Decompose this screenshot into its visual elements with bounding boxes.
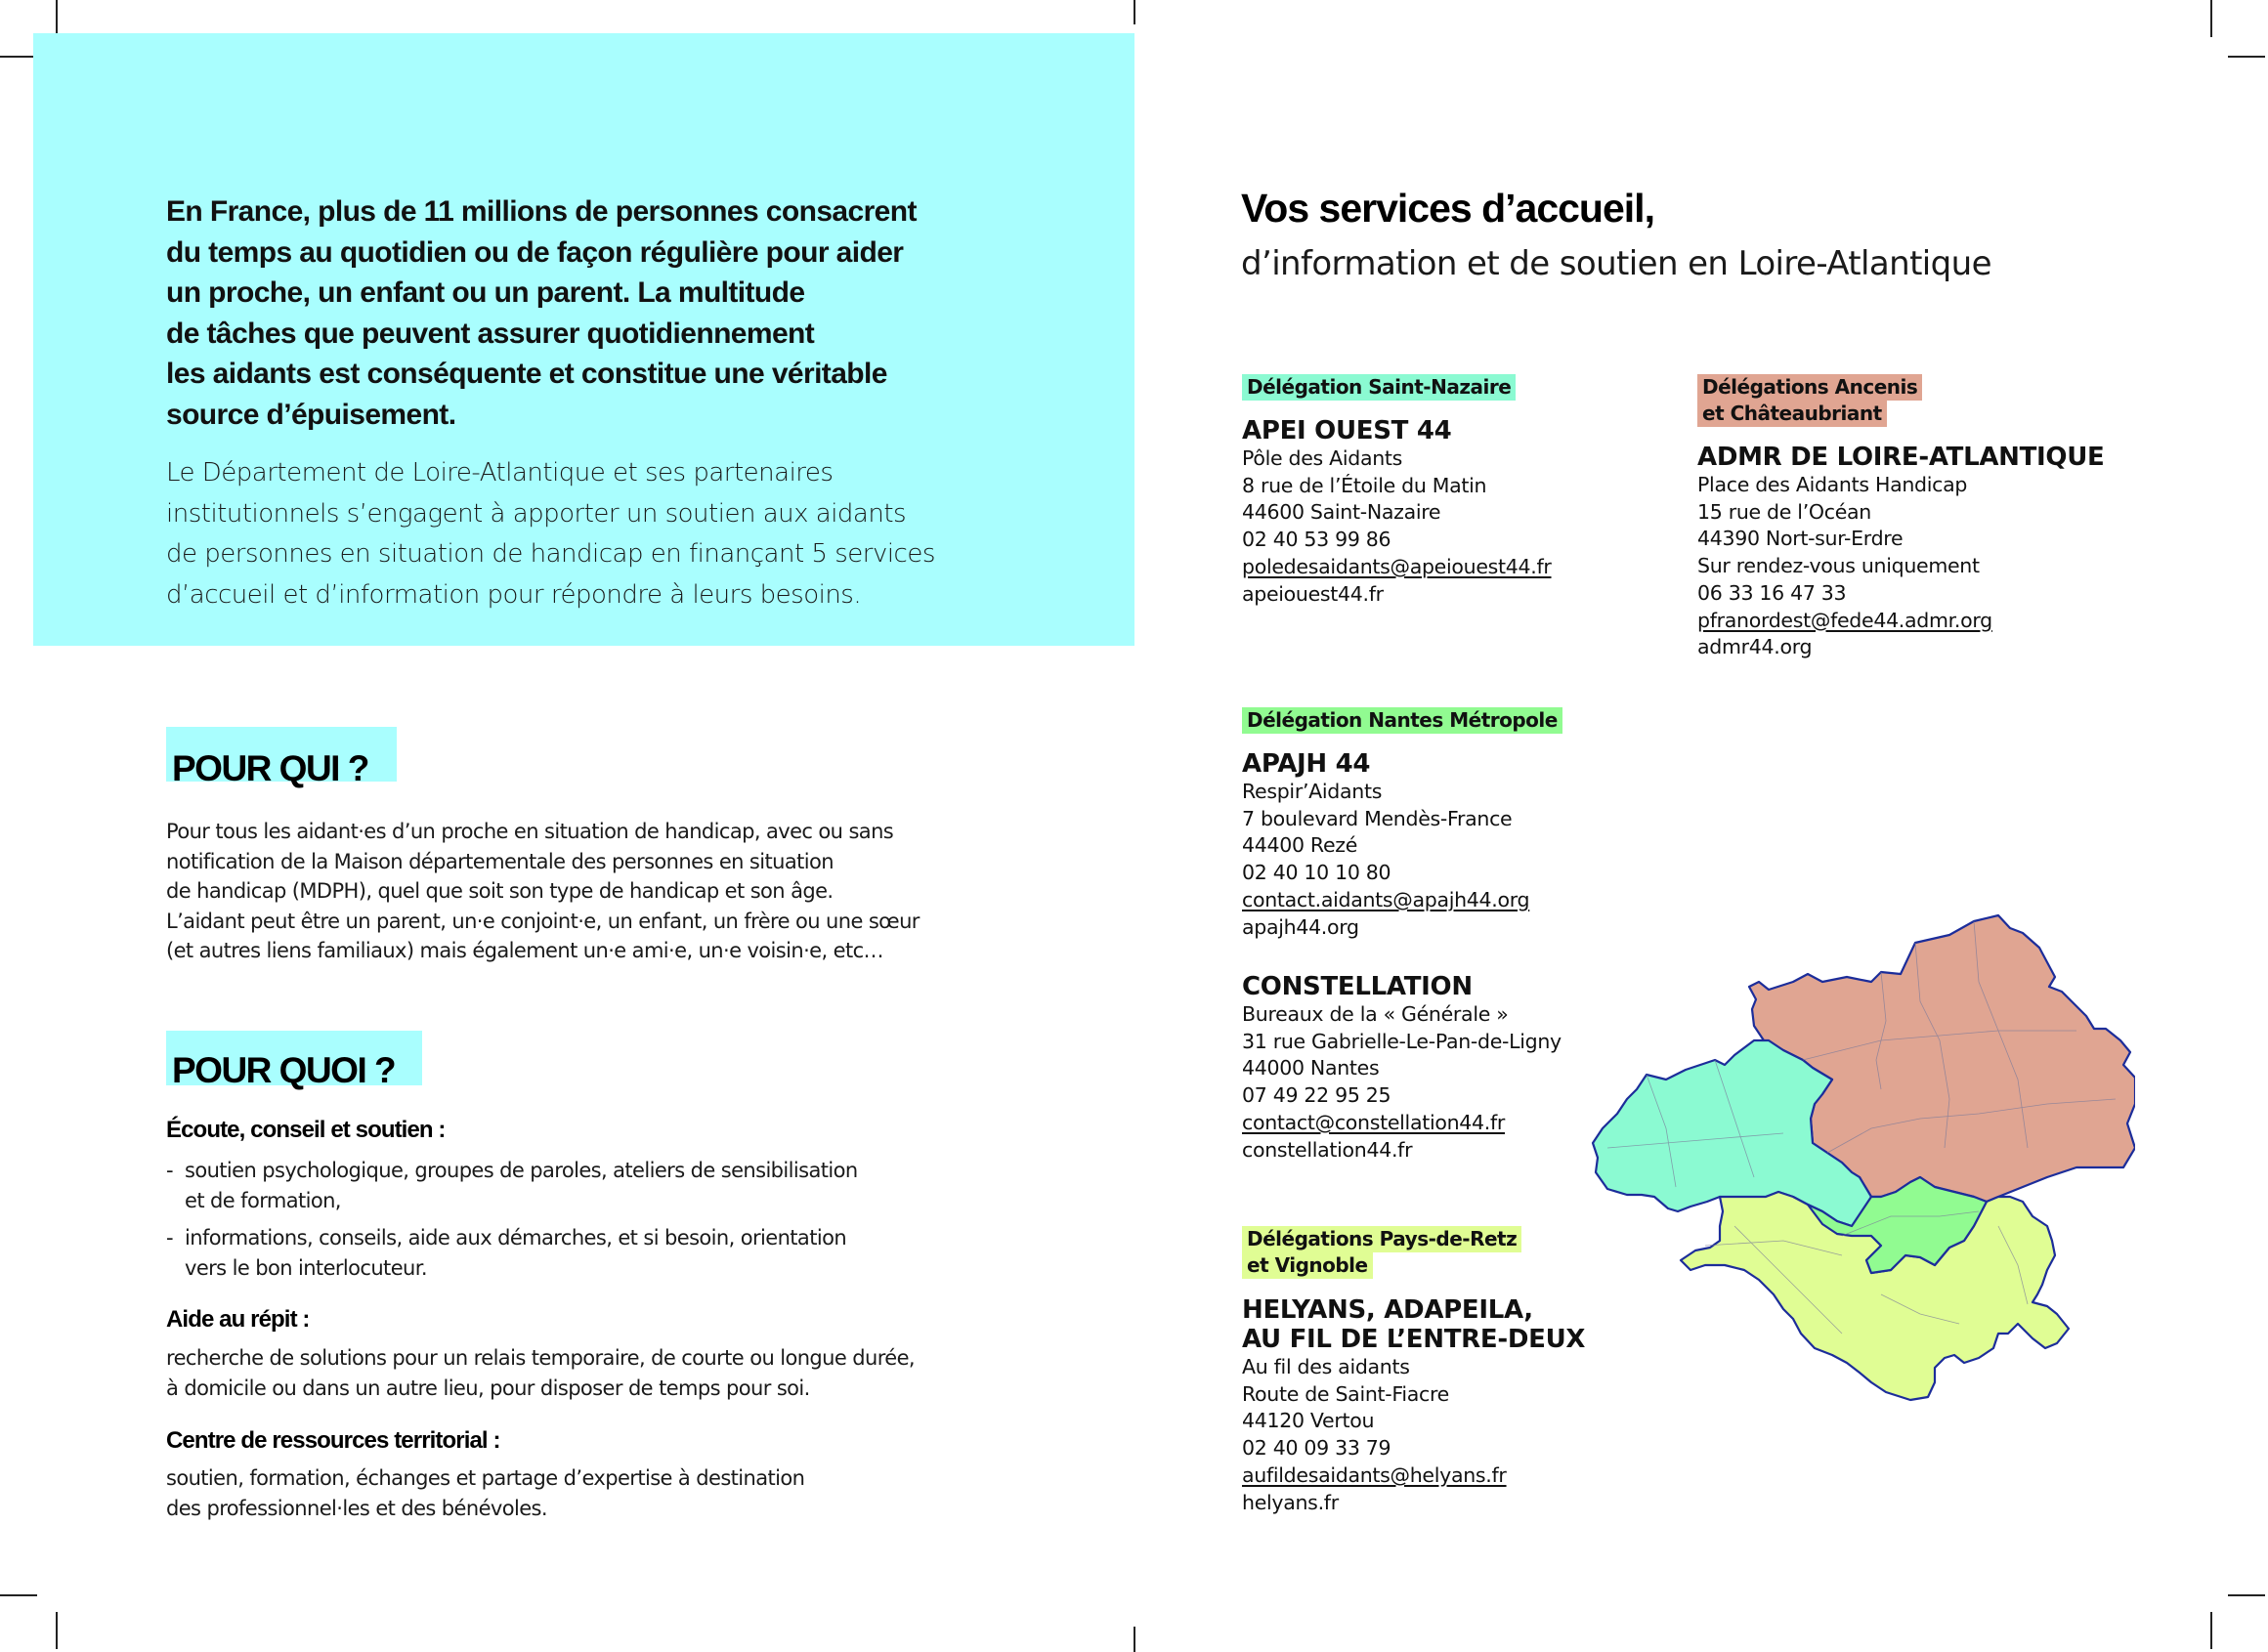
crop-mark (1134, 1627, 1135, 1652)
crop-mark (56, 1612, 58, 1649)
ecoute-bullet: - informations, conseils, aide aux démarches, et si besoin, orientation vers le bon interlocuteur. (166, 1226, 847, 1280)
website-link[interactable]: helyans.fr (1242, 1490, 1339, 1514)
crop-mark (1134, 0, 1135, 24)
website-link[interactable]: apeiouest44.fr (1242, 581, 1384, 606)
email-link[interactable]: aufildesaidants@helyans.fr (1242, 1462, 1507, 1487)
crop-mark (0, 56, 37, 58)
delegation-label-pays-de-retz-vignoble: Délégations Pays-de-Retz et Vignoble (1242, 1226, 1521, 1279)
repit-heading: Aide au répit : (166, 1306, 310, 1333)
repit-text: recherche de solutions pour un relais temporaire, de courte ou longue durée, à domicile ou dans un autre lieu, pour disposer de temps pour soi. (166, 1346, 915, 1400)
pour-quoi-title: POUR QUOI ? (166, 1031, 395, 1072)
website-link[interactable]: apajh44.org (1242, 914, 1359, 939)
crop-mark (2228, 56, 2265, 58)
crop-mark (56, 0, 58, 37)
website-link[interactable]: constellation44.fr (1242, 1137, 1413, 1162)
org-constellation: CONSTELLATION Bureaux de la « Générale » 31 rue Gabrielle-Le-Pan-de-Ligny 44000 Nantes 07 49 22 95 25 contact@constellation44.fr constellation44.fr (1242, 972, 1562, 1164)
crop-mark (0, 1594, 37, 1596)
pour-qui-title: POUR QUI ? (166, 727, 368, 768)
email-link[interactable]: contact@constellation44.fr (1242, 1110, 1506, 1134)
ecoute-heading: Écoute, conseil et soutien : (166, 1117, 446, 1143)
crop-mark (2210, 1612, 2212, 1649)
centre-heading: Centre de ressources territorial : (166, 1427, 500, 1454)
website-link[interactable]: admr44.org (1697, 635, 1813, 659)
delegation-label-ancenis-chateaubriant: Délégations Ancenis et Châteaubriant (1697, 374, 1922, 427)
delegation-label-saint-nazaire: Délégation Saint-Nazaire (1242, 374, 1516, 401)
crop-mark (2228, 1594, 2265, 1596)
org-helyans-adapeila: HELYANS, ADAPEILA, AU FIL DE L’ENTRE-DEUX Au fil des aidants Route de Saint-Fiacre 44120 Vertou 02 40 09 33 79 aufildesaidants@helyans.fr helyans.fr (1242, 1295, 1585, 1516)
services-subtitle: d’information et de soutien en Loire-Atlantique (1241, 244, 1991, 283)
org-apajh-44: APAJH 44 Respir’Aidants 7 boulevard Mendès-France 44400 Rezé 02 40 10 10 80 contact.aidants@apajh44.org apajh44.org (1242, 749, 1529, 941)
intro-body: Le Département de Loire-Atlantique et ses partenaires institutionnels s’engagent à apporter un soutien aux aidants de personnes en situation de handicap en finançant 5 services d’accueil et d’information pour répondre à leurs besoins. (166, 458, 935, 610)
email-link[interactable]: pfranordest@fede44.admr.org (1697, 608, 1992, 632)
delegation-label-nantes-metropole: Délégation Nantes Métropole (1242, 707, 1562, 734)
email-link[interactable]: poledesaidants@apeiouest44.fr (1242, 554, 1552, 578)
intro-lead: En France, plus de 11 millions de personnes consacrent du temps au quotidien ou de façon régulière pour aider un proche, un enfant ou un parent. La multitude de tâches que peuvent assurer quotidiennement les aidants est conséquente et constitue une véritable source d’épuisement. (166, 195, 917, 431)
crop-mark (2210, 0, 2212, 37)
org-admr-loire-atlantique: ADMR DE LOIRE-ATLANTIQUE Place des Aidants Handicap 15 rue de l’Océan 44390 Nort-sur-Erdre Sur rendez-vous uniquement 06 33 16 47 33 pfranordest@fede44.admr.org admr44.org (1697, 443, 2105, 661)
ecoute-bullet: - soutien psychologique, groupes de paroles, ateliers de sensibilisation et de formation, (166, 1159, 858, 1212)
services-title: Vos services d’accueil, (1241, 186, 1654, 231)
email-link[interactable]: contact.aidants@apajh44.org (1242, 887, 1530, 911)
loire-atlantique-map (1588, 904, 2135, 1402)
pour-qui-text: Pour tous les aidant·es d’un proche en situation de handicap, avec ou sans notification de la Maison départementale des personnes en situation de handicap (MDPH), quel que soit son type de handicap et son âge. L’aidant peut être un parent, un·e conjoint·e, un enfant, un frère ou une sœur (et autres liens familiaux) mais également un·e ami·e, un·e voisin·e, etc… (166, 820, 920, 962)
org-apei-ouest-44: APEI OUEST 44 Pôle des Aidants 8 rue de l’Étoile du Matin 44600 Saint-Nazaire 02 40 53 99 86 poledesaidants@apeiouest44.fr apeiouest44.fr (1242, 416, 1552, 608)
centre-text: soutien, formation, échanges et partage d’expertise à destination des professionnel·les et des bénévoles. (166, 1466, 805, 1520)
